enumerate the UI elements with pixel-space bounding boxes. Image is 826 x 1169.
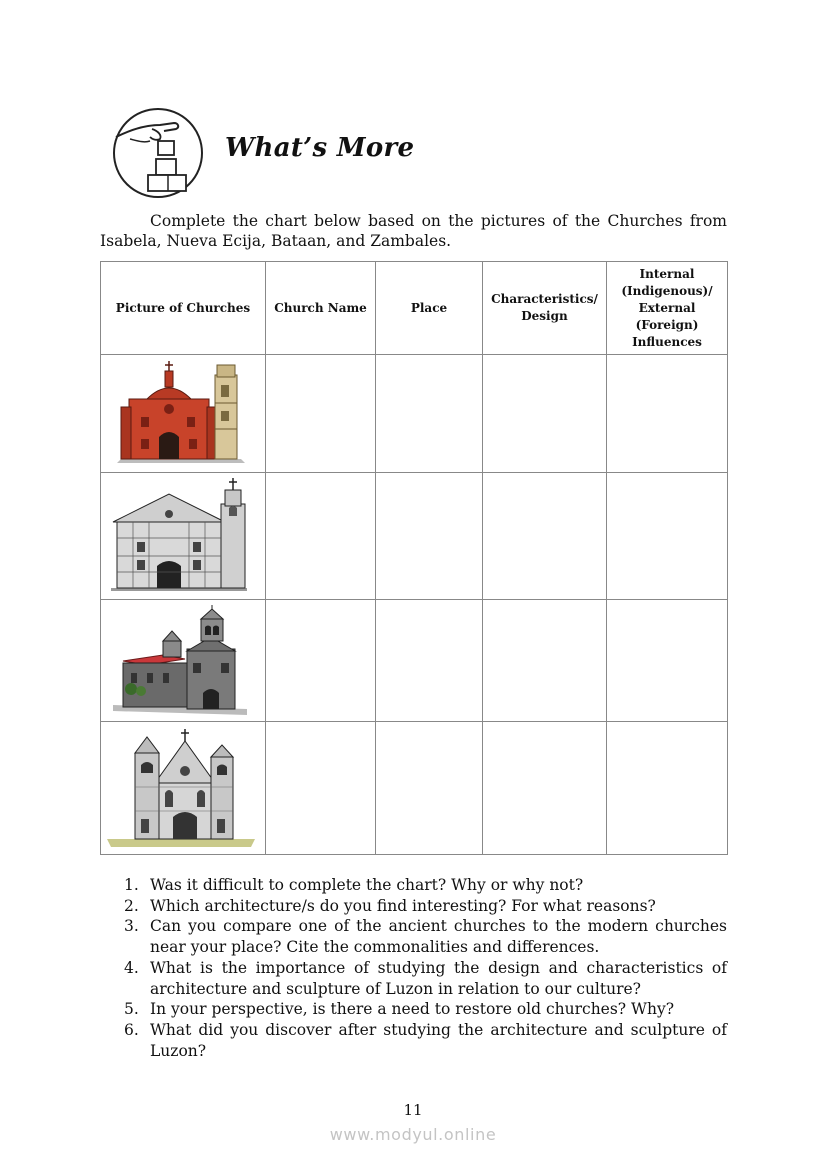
- header-place: Place: [376, 262, 483, 355]
- list-item: 5. In your perspective, is there a need to restore old churches? Why?: [124, 1000, 675, 1019]
- influences-cell[interactable]: [607, 600, 728, 722]
- list-item: 1. Was it difficult to complete the chart? Why or why not?: [124, 876, 584, 894]
- church-name-cell[interactable]: [266, 355, 376, 473]
- list-item: 4. What is the importance of studying the design and characteristics of architecture and sculpture of Luzon in relation to our culture?: [124, 958, 727, 998]
- characteristics-cell[interactable]: [483, 355, 607, 473]
- list-item: 3. Can you compare one of the ancient churches to the modern churches near your place? Cite the commonalities and differences.: [124, 917, 727, 957]
- twin-tower-gothic-church-icon: [107, 727, 257, 849]
- table-row: [101, 355, 728, 473]
- place-cell[interactable]: [376, 722, 483, 855]
- header-characteristics: Characteristics/ Design: [483, 262, 607, 355]
- church-name-cell[interactable]: [266, 600, 376, 722]
- church-name-cell[interactable]: [266, 473, 376, 600]
- instructions-text: Complete the chart below based on the pictures of the Churches from Isabela, Nueva Ecija, Bataan, and Zambales.: [100, 212, 727, 250]
- place-cell[interactable]: [376, 600, 483, 722]
- red-brick-church-with-bell-tower-icon: [107, 359, 249, 469]
- questions-list: [124, 875, 727, 1061]
- section-title: What’s More: [225, 133, 415, 163]
- watermark: www.modyul.online: [329, 1125, 497, 1144]
- stone-church-facade-icon: [107, 478, 249, 594]
- characteristics-cell[interactable]: [483, 473, 607, 600]
- red-roof-church-with-tower-icon: [107, 605, 249, 717]
- table-row: [101, 473, 728, 600]
- influences-cell[interactable]: [607, 722, 728, 855]
- picture-cell: [101, 473, 266, 600]
- picture-cell: [101, 600, 266, 722]
- church-name-cell[interactable]: [266, 722, 376, 855]
- influences-cell[interactable]: [607, 355, 728, 473]
- characteristics-cell[interactable]: [483, 600, 607, 722]
- header-church-name: Church Name: [266, 262, 376, 355]
- table-row: [101, 600, 728, 722]
- list-item: 6. What did you discover after studying the architecture and sculpture of Luzon?: [124, 1020, 727, 1060]
- characteristics-cell[interactable]: [483, 722, 607, 855]
- churches-chart: [100, 261, 728, 855]
- picture-cell: [101, 355, 266, 473]
- place-cell[interactable]: [376, 473, 483, 600]
- page-number: 11: [403, 1101, 423, 1119]
- hand-stacking-blocks-icon: [112, 107, 204, 199]
- header-picture: Picture of Churches: [101, 262, 266, 355]
- table-row: [101, 722, 728, 855]
- list-item: 2. Which architecture/s do you find interesting? For what reasons?: [124, 896, 656, 915]
- influences-cell[interactable]: [607, 473, 728, 600]
- header-influences: Internal (Indigenous)/ External (Foreign) Influences: [607, 262, 728, 355]
- place-cell[interactable]: [376, 355, 483, 473]
- picture-cell: [101, 722, 266, 855]
- table-header-row: [101, 262, 728, 355]
